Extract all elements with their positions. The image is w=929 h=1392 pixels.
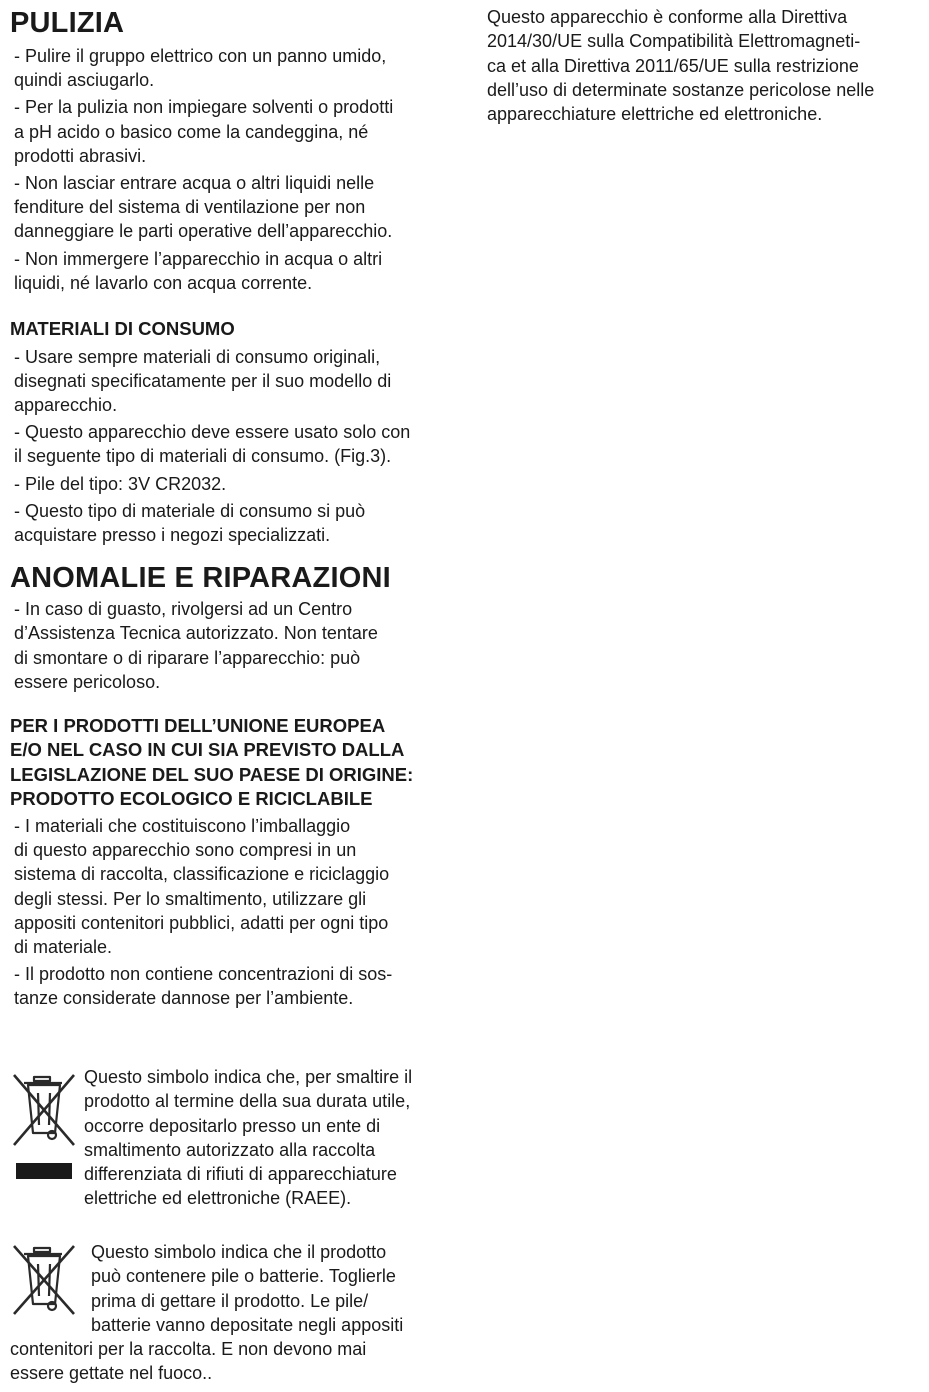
raee-description: Questo simbolo indica che, per smaltire il prodotto al termine della sua durata utile, occorre depositarlo presso un ente di smaltimento autorizzato alla raccolta differenziata di rifiuti di apparecchiature elettriche ed elettroniche (RAEE). (84, 1067, 413, 1209)
list-item: - In caso di guasto, rivolgersi ad un Centro d’Assistenza Tecnica autorizzato. Non tentare di smontare o di riparare l’apparecchio: può essere pericoloso. (14, 599, 378, 692)
list-item: - Pulire il gruppo elettrico con un panno umido, quindi asciugarlo. (14, 46, 387, 91)
list-item: - I materiali che costituiscono l’imballaggio di questo apparecchio sono compresi in un sistema di raccolta, classificazione e riciclaggio degli stessi. Per lo smaltimento, utilizzare gli appositi contenitori pubblici, adatti per ogni tipo di materiale. (14, 815, 390, 957)
battery-symbol-block (10, 1240, 480, 1386)
crossed-bin-icon (10, 1242, 78, 1316)
right-column (487, 5, 927, 126)
list-item: - Non lasciar entrare acqua o altri liquidi nelle fenditure del sistema di ventilazione per non danneggiare le parti operative dell’apparecchio. (14, 173, 393, 242)
ue-list (10, 814, 480, 1011)
list-item: - Questo apparecchio deve essere usato solo con il seguente tipo di materiali di consumo. (Fig.3). (14, 422, 411, 467)
battery-description: Questo simbolo indica che il prodotto può contenere pile o batterie. Toglierle prima di gettare il prodotto. Le pile/ batterie vanno depositate negli appositi contenitori per la raccolta. E non devono mai essere gettate nel fuoco.. (10, 1242, 404, 1384)
materiali-list (10, 345, 480, 548)
raee-symbol-block (10, 1065, 480, 1211)
section-pulizia (10, 6, 480, 295)
section-materiali (10, 317, 480, 547)
list-item: - Non immergere l’apparecchio in acqua o altri liquidi, né lavarlo con acqua corrente. (14, 248, 383, 293)
pulizia-list (10, 44, 480, 295)
section-anomalie (10, 561, 480, 694)
conformity-statement: Questo apparecchio è conforme alla Direttiva 2014/30/UE sulla Compatibilità Elettromagneti- ca et alla Direttiva 2011/65/UE sulla restrizione dell’uso di determinate sostanze pericolose nelle apparecchiature elettriche ed elettroniche. (487, 7, 875, 125)
list-item: - Per la pulizia non impiegare solventi o prodotti a pH acido o basico come la candeggina, né prodotti abrasivi. (14, 97, 394, 166)
crossed-bin-with-bar-icon (10, 1071, 78, 1181)
list-item: - Il prodotto non contiene concentrazioni di sos- tanze considerate dannose per l’ambiente. (14, 964, 393, 1009)
left-column (10, 0, 480, 1014)
section-title-anomalie: ANOMALIE E RIPARAZIONI (10, 562, 391, 595)
list-item: - Questo tipo di materiale di consumo si può acquistare presso i negozi specializzati. (14, 500, 366, 545)
section-ue (10, 714, 480, 1011)
section-title-pulizia: PULIZIA (10, 7, 125, 39)
section-title-ue: PER I PRODOTTI DELL’UNIONE EUROPEA E/O NEL CASO IN CUI SIA PREVISTO DALLA LEGISLAZIONE DEL SUO PAESE DI ORIGINE: PRODOTTO ECOLOGICO E RICICLABILE (10, 714, 414, 810)
section-title-materiali: MATERIALI DI CONSUMO (10, 318, 235, 340)
list-item: - Usare sempre materiali di consumo originali, disegnati specificatamente per il suo modello di apparecchio. (14, 346, 392, 415)
list-item: - Pile del tipo: 3V CR2032. (14, 473, 227, 494)
anomalie-list (10, 597, 480, 694)
